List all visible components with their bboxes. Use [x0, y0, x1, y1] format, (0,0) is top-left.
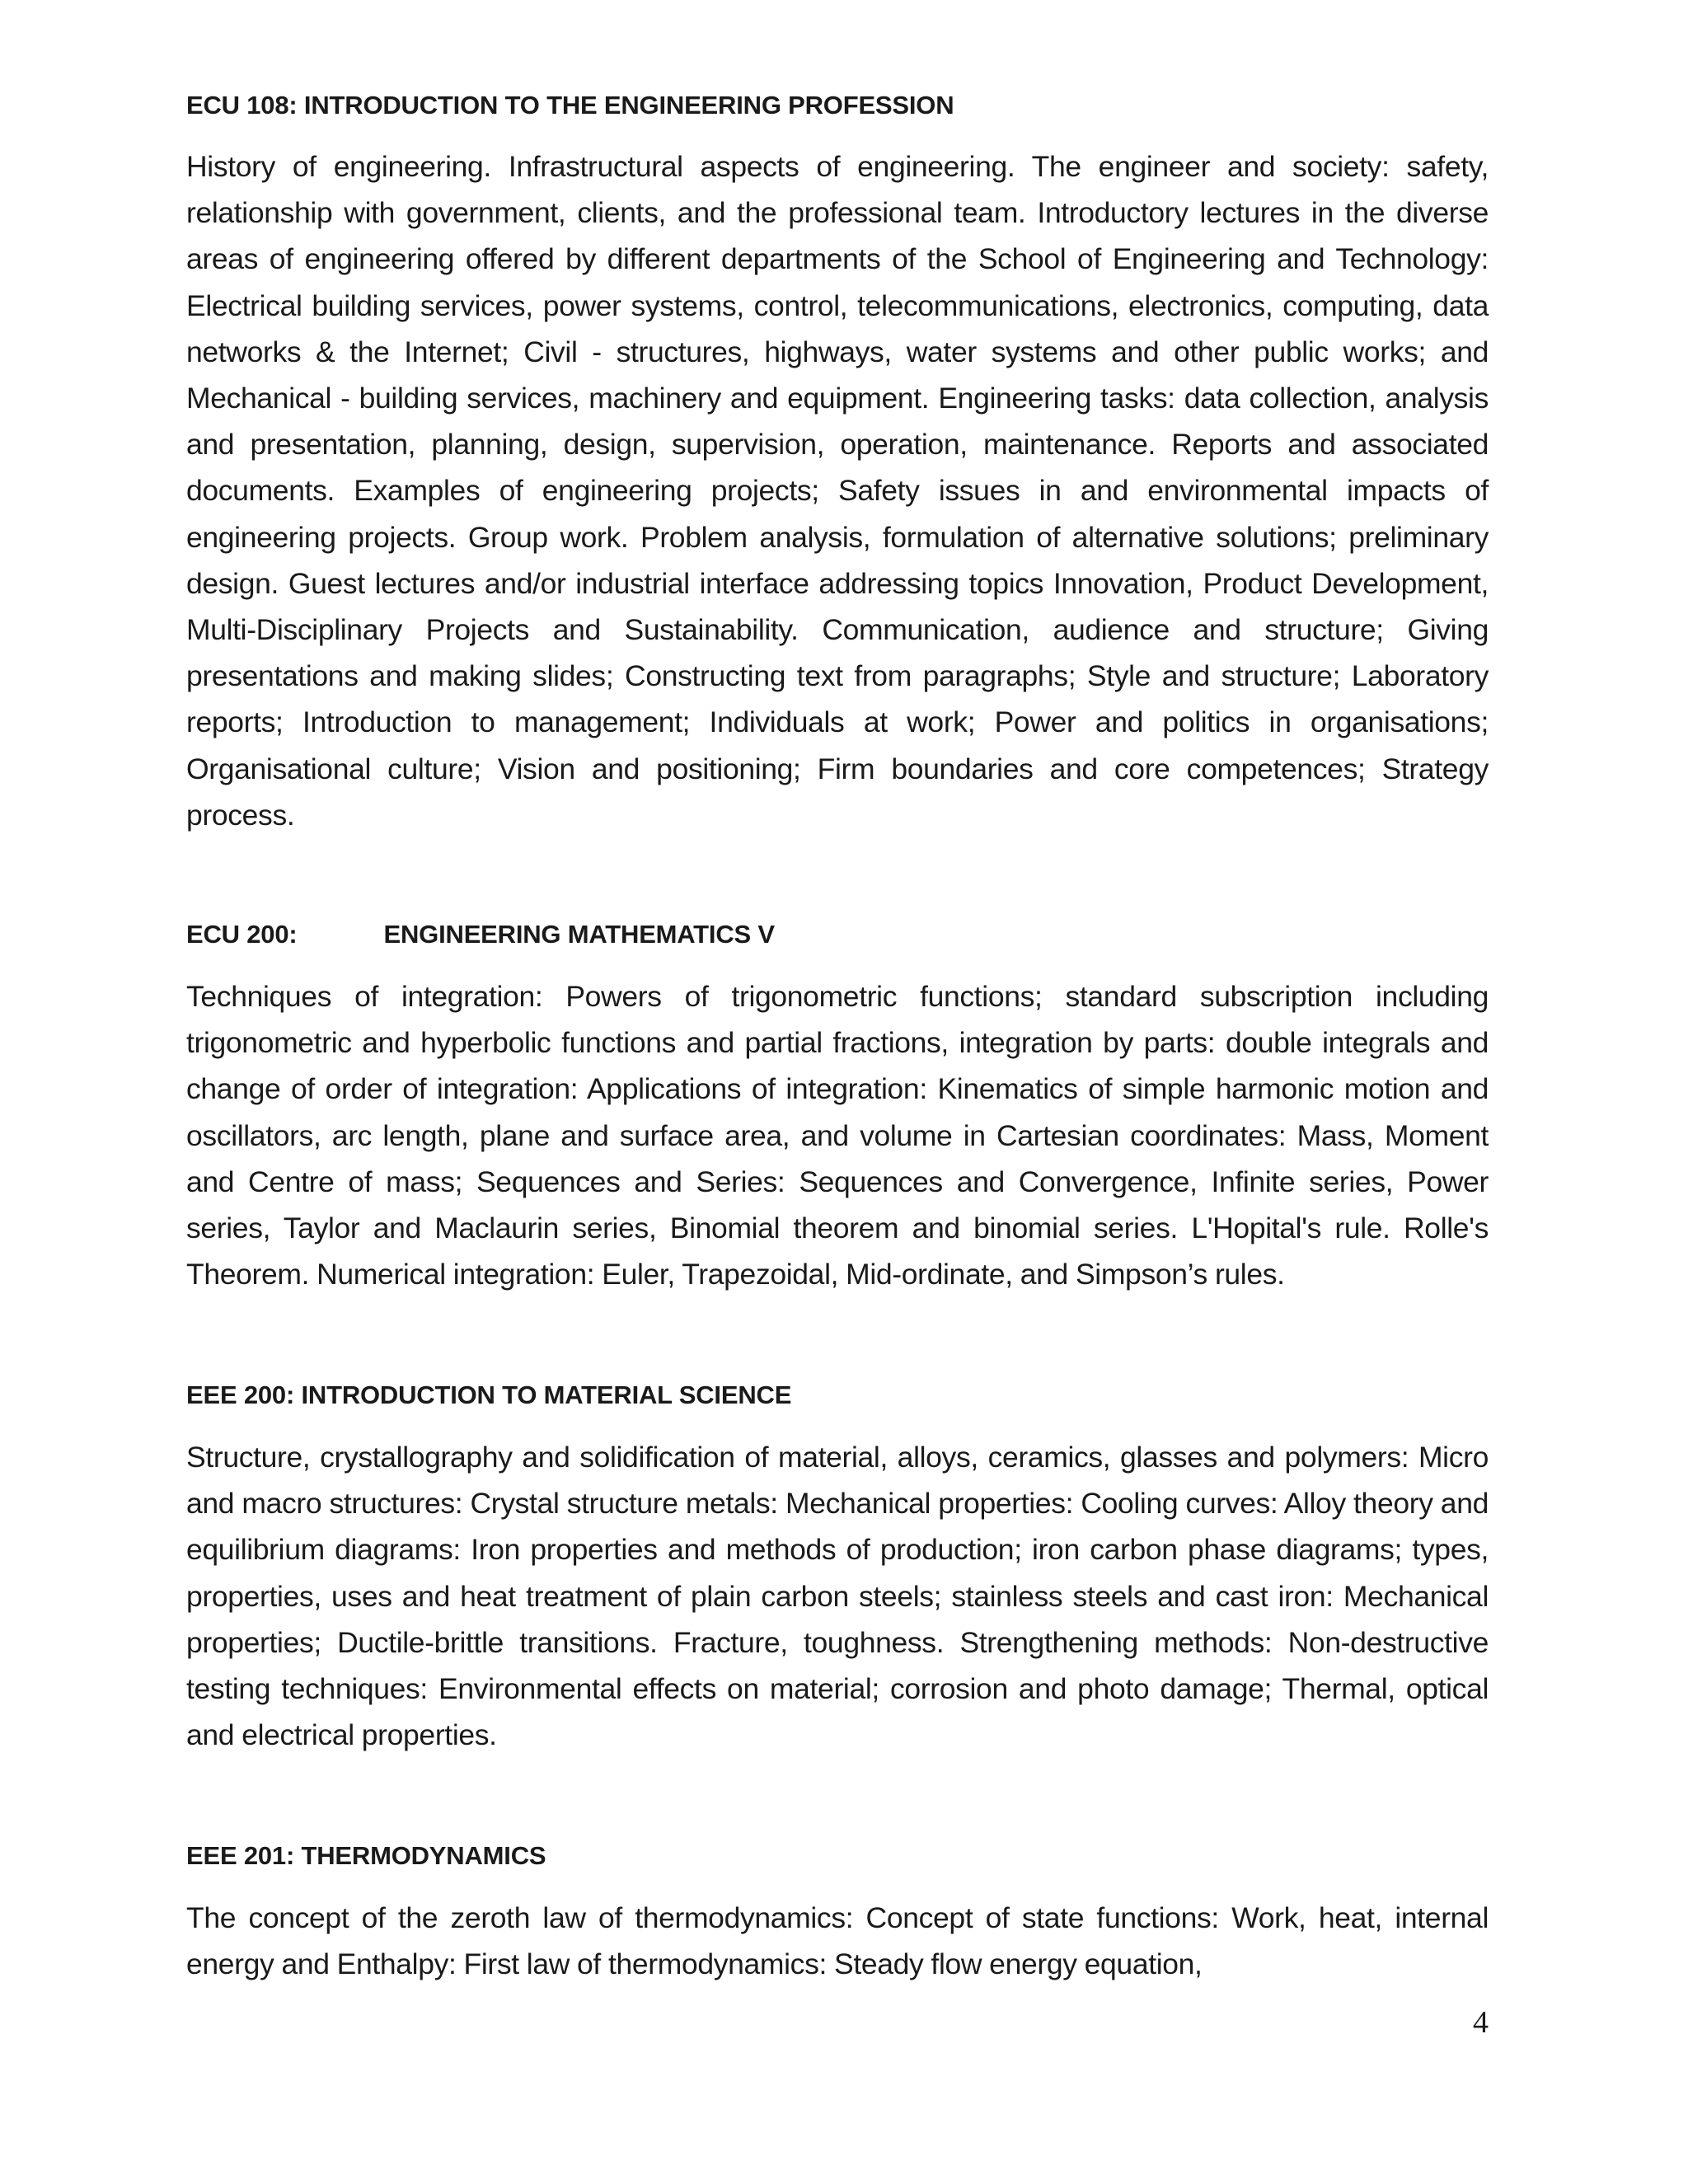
page-number: 4	[1473, 2005, 1489, 2040]
section-body-eee200: Structure, crystallography and solidification of material, alloys, ceramics, glasses and polymers: Micro and macro structures: Crystal structure metals: Mechanical properties: Cooling curves: Alloy theory and equilibrium diagrams: Iron properties and methods of production; iron carbon phase diagrams; types, properties, uses and heat treatment of plain carbon steels; stainless steels and cast iron: Mechanical properties; Ductile-brittle transitions. Fracture, toughness. Strengthening methods: Non-destructive testing techniques: Environmental effects on material; corrosion and photo damage; Thermal, optical and electrical properties.	[186, 1441, 1489, 1752]
section-heading-eee200: EEE 200: INTRODUCTION TO MATERIAL SCIENCE	[186, 1380, 792, 1409]
section-body-ecu200: Techniques of integration: Powers of trigonometric functions; standard subscription including trigonometric and hyperbolic functions and partial fractions, integration by parts: double integrals and change of order of integration: Applications of integration: Kinematics of simple harmonic motion and oscillators, arc length, plane and surface area, and volume in Cartesian coordinates: Mass, Moment and Centre of mass; Sequences and Series: Sequences and Convergence, Infinite series, Power series, Taylor and Maclaurin series, Binomial theorem and binomial series. L'Hopital's rule. Rolle's Theorem. Numerical integration: Euler, Trapezoidal, Mid-ordinate, and Simpson’s rules.	[186, 980, 1489, 1291]
section-heading-ecu108: ECU 108: INTRODUCTION TO THE ENGINEERING PROFESSION	[186, 91, 954, 120]
section-body-ecu108: History of engineering. Infrastructural aspects of engineering. The engineer and society: safety, relationship with government, clients, and the professional team. Introductory lectures in the diverse areas of engineering offered by different departments of the School of Engineering and Technology: Electrical building services, power systems, control, telecommunications, electronics, computing, data networks & the Internet; Civil - structures, highways, water systems and other public works; and Mechanical - building services, machinery and equipment. Engineering tasks: data collection, analysis and presentation, planning, design, supervision, operation, maintenance. Reports and associated documents. Examples of engineering projects; Safety issues in and environmental impacts of engineering projects. Group work. Problem analysis, formulation of alternative solutions; preliminary design. Guest lectures and/or industrial interface addressing topics Innovation, Product Development, Multi-Disciplinary Projects and Sustainability. Communication, audience and structure; Giving presentations and making slides; Constructing text from paragraphs; Style and structure; Laboratory reports; Introduction to management; Individuals at work; Power and politics in organisations; Organisational culture; Vision and positioning; Firm boundaries and core competences; Strategy process.	[186, 150, 1489, 832]
section-heading-ecu200	[186, 918, 1489, 951]
section-heading-code: ECU 200:	[186, 920, 298, 949]
section-body-eee201: The concept of the zeroth law of thermodynamics: Concept of state functions: Work, heat, internal energy and Enthalpy: First law of thermodynamics: Steady flow energy equation,	[186, 1901, 1489, 1981]
section-heading-title: ENGINEERING MATHEMATICS V	[383, 920, 775, 949]
section-heading-eee201: EEE 201: THERMODYNAMICS	[186, 1841, 546, 1870]
